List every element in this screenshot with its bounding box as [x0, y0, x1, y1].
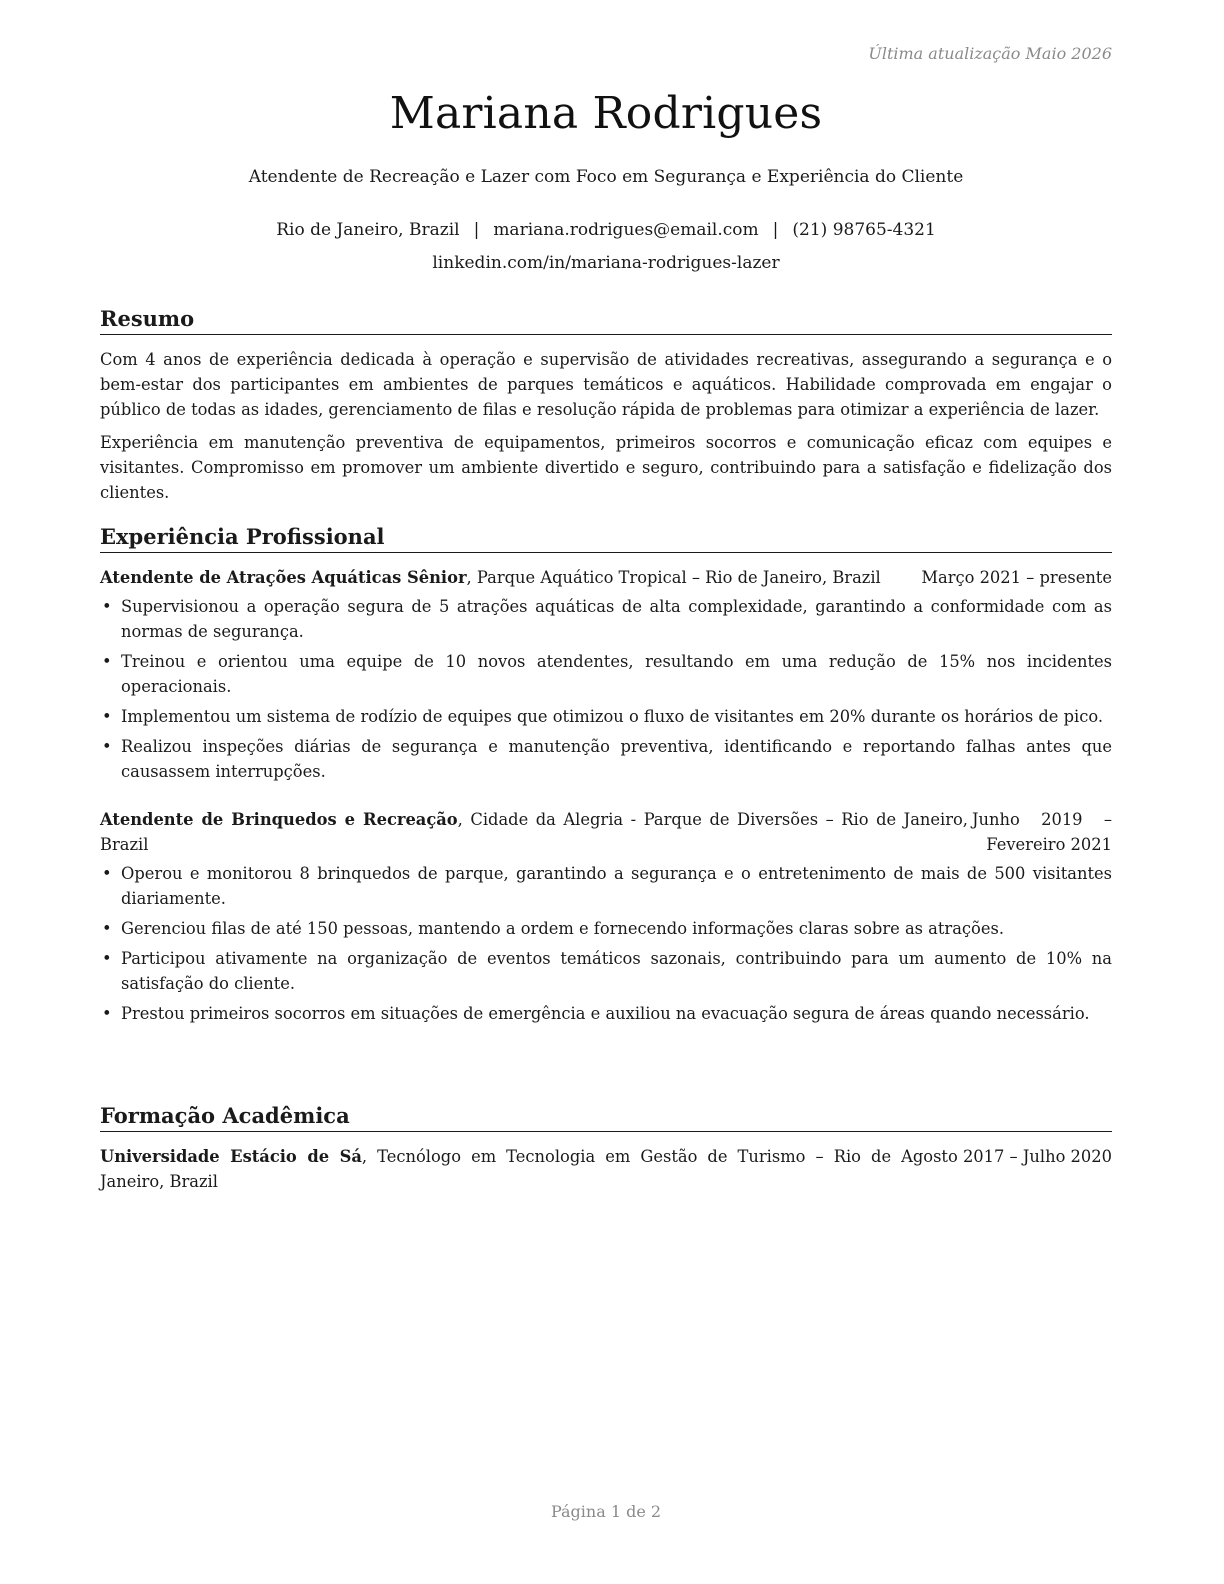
- contact-info: [100, 220, 1112, 240]
- list-item: [100, 916, 1112, 941]
- job-title-line: [100, 565, 887, 590]
- job-bullets: [100, 594, 1112, 784]
- bullet-icon: •: [102, 652, 112, 671]
- separator: |: [473, 220, 480, 240]
- list-item: [100, 861, 1112, 911]
- bullet-icon: •: [102, 707, 112, 726]
- location: Rio de Janeiro, Brazil: [276, 220, 460, 240]
- linkedin-link[interactable]: linkedin.com/in/mariana-rodrigues-lazer: [432, 253, 780, 273]
- bullet-icon: •: [102, 597, 112, 616]
- summary-section: [100, 305, 1112, 513]
- bullet-text: Supervisionou a operação segura de 5 atrações aquáticas de alta complexidade, garantindo a conformidade com as normas de segurança.: [121, 597, 1112, 641]
- bullet-text: Prestou primeiros socorros em situações de emergência e auxiliou na evacuação segura de áreas quando necessário.: [121, 1004, 1090, 1023]
- job-entry: [100, 807, 1112, 1026]
- job-org-location: , Cidade da Alegria - Parque de Diversões – Rio de Janeiro, Brazil: [100, 810, 968, 854]
- education-dates: Agosto 2017 – Julho 2020: [901, 1147, 1112, 1166]
- job-header: [100, 807, 1112, 857]
- last-updated: Última atualização Maio 2026: [868, 44, 1112, 63]
- summary-paragraph: Com 4 anos de experiência dedicada à operação e supervisão de atividades recreativas, assegurando a segurança e o bem-estar dos participantes em ambientes de parques temáticos e aquáticos. Habilidade comprovada em engajar o público de todas as idades, gerenciamento de filas e resolução rápida de problemas para otimizar a experiência de lazer.: [100, 350, 1112, 419]
- job-dates: Junho 2019 – Fevereiro 2021: [972, 810, 1112, 854]
- candidate-name: Mariana Rodrigues: [389, 88, 823, 139]
- section-title-education: Formação Acadêmica: [100, 1102, 1112, 1132]
- list-item: [100, 594, 1112, 644]
- education-section: [100, 1102, 1112, 1194]
- bullet-icon: •: [102, 1004, 112, 1023]
- bullet-text: Treinou e orientou uma equipe de 10 novos atendentes, resultando em uma redução de 15% nos incidentes operacionais.: [121, 652, 1112, 696]
- professional-headline: Atendente de Recreação e Lazer com Foco em Segurança e Experiência do Cliente: [248, 167, 964, 187]
- list-item: [100, 734, 1112, 784]
- bullet-icon: •: [102, 864, 112, 883]
- school-name: Universidade Estácio de Sá: [100, 1147, 362, 1166]
- bullet-icon: •: [102, 949, 112, 968]
- education-entry: [100, 1144, 1112, 1194]
- phone: (21) 98765-4321: [792, 220, 936, 240]
- bullet-icon: •: [102, 737, 112, 756]
- list-item: [100, 946, 1112, 996]
- bullet-icon: •: [102, 919, 112, 938]
- section-title-summary: Resumo: [100, 305, 1112, 335]
- job-role: Atendente de Atrações Aquáticas Sênior: [100, 568, 467, 587]
- degree-location: , Tecnólogo em Tecnologia em Gestão de Turismo – Rio de Janeiro, Brazil: [100, 1147, 892, 1191]
- job-org-location: , Parque Aquático Tropical – Rio de Janeiro, Brazil: [466, 568, 881, 587]
- job-bullets: [100, 861, 1112, 1026]
- job-entry: [100, 565, 1112, 784]
- bullet-text: Operou e monitorou 8 brinquedos de parque, garantindo a segurança e o entretenimento de mais de 500 visitantes diariamente.: [121, 864, 1112, 908]
- bullet-text: Participou ativamente na organização de eventos temáticos sazonais, contribuindo para um aumento de 10% na satisfação do cliente.: [121, 949, 1112, 993]
- page-number: Página 1 de 2: [550, 1502, 662, 1521]
- bullet-text: Realizou inspeções diárias de segurança e manutenção preventiva, identificando e reportando falhas antes que causassem interrupções.: [121, 737, 1112, 781]
- bullet-text: Gerenciou filas de até 150 pessoas, mantendo a ordem e fornecendo informações claras sobre as atrações.: [121, 919, 1005, 938]
- summary-paragraph: Experiência em manutenção preventiva de equipamentos, primeiros socorros e comunicação eficaz com equipes e visitantes. Compromisso em promover um ambiente divertido e seguro, contribuindo para a satisfação e fidelização dos clientes.: [100, 433, 1112, 502]
- list-item: [100, 649, 1112, 699]
- education-title-line: [100, 1144, 891, 1194]
- section-title-experience: Experiência Profissional: [100, 523, 1112, 553]
- separator: |: [772, 220, 779, 240]
- job-header: [100, 565, 1112, 590]
- job-title-line: [100, 807, 968, 857]
- list-item: [100, 1001, 1112, 1026]
- resume-page: [100, 0, 1112, 1584]
- bullet-text: Implementou um sistema de rodízio de equipes que otimizou o fluxo de visitantes em 20% durante os horários de pico.: [121, 707, 1104, 726]
- list-item: [100, 704, 1112, 729]
- email-link[interactable]: mariana.rodrigues@email.com: [493, 220, 759, 240]
- job-role: Atendente de Brinquedos e Recreação: [100, 810, 458, 829]
- experience-section: [100, 523, 1112, 1031]
- job-dates: Março 2021 – presente: [921, 568, 1112, 587]
